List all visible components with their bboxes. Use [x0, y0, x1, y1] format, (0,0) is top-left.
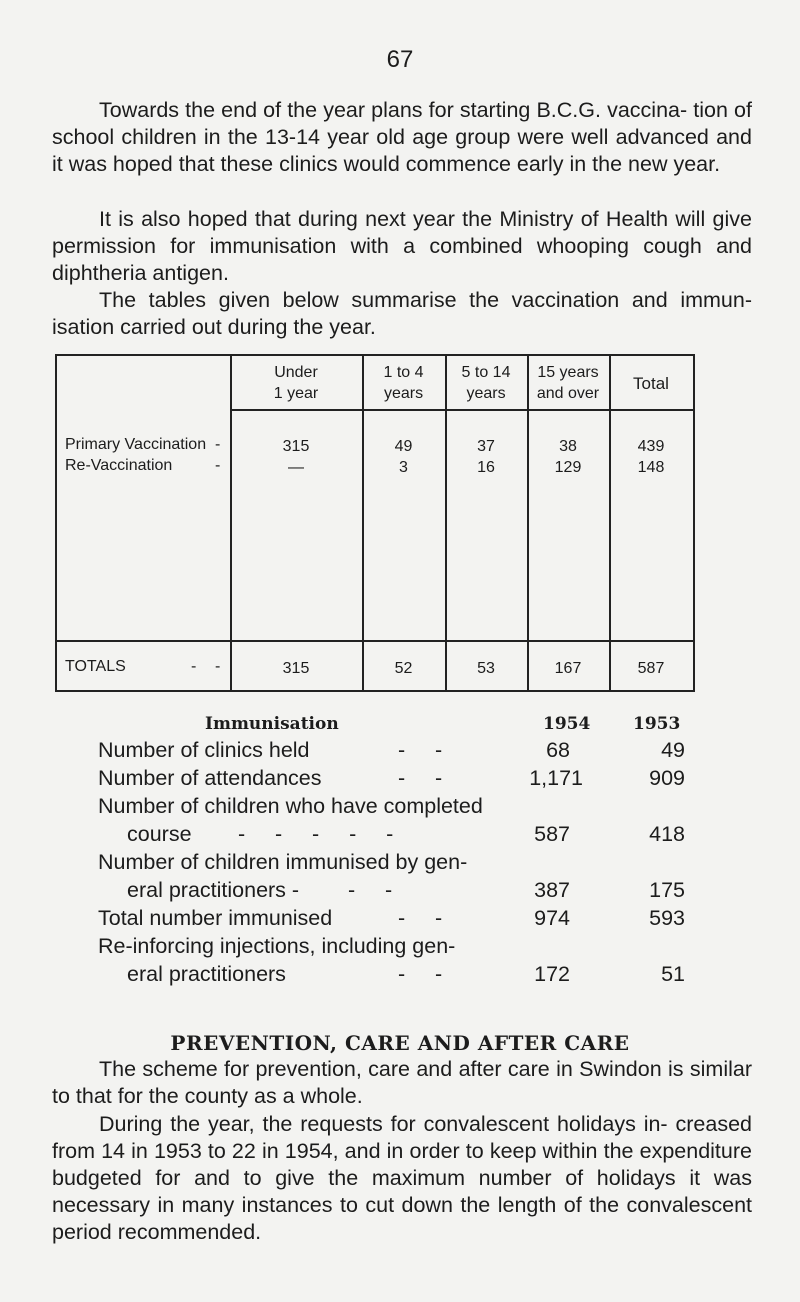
section-paragraph-1: The scheme for prevention, care and after care in Swindon is similar to that for the county as a whole. [52, 1057, 752, 1108]
table-rule [693, 354, 695, 692]
table-rule [55, 354, 57, 692]
immunisation-row-cont: course [127, 822, 192, 846]
section-title: PREVENTION, CARE AND AFTER CARE [170, 1031, 630, 1055]
value-1953: 49 [661, 738, 685, 762]
page-number: 67 [386, 46, 414, 73]
value-1953: 909 [649, 766, 685, 790]
table-cell: 129 [554, 459, 582, 476]
immunisation-row-cont: eral practitioners [127, 962, 286, 986]
table-rule [230, 354, 232, 692]
value-1953: 51 [661, 962, 685, 986]
table-rule [527, 354, 529, 692]
section-paragraph-2: During the year, the requests for convalescent holidays in- creased from 14 in 1953 to 22 in 1954, and in order to keep within the expenditure budgeted for and to give the maximum number of holidays it was necessary in many instances to cut down the length of the convalescent period recommended. [52, 1112, 752, 1244]
col-header-15-and-over: 15 years and over [536, 364, 600, 402]
vaccination-table [55, 354, 695, 692]
value-1953: 593 [649, 906, 685, 930]
value-1953: 418 [649, 822, 685, 846]
table-cell: 439 [637, 438, 665, 455]
table-rule [55, 640, 695, 642]
immunisation-row: Number of clinics held [98, 738, 310, 762]
immunisation-row: Number of attendances [98, 766, 322, 790]
table-rule [230, 409, 695, 411]
immunisation-row-cont: eral practitioners - [127, 878, 300, 902]
table-rule [609, 354, 611, 692]
leader-dots: - - [398, 962, 443, 986]
leader-dots: - - - - - [238, 822, 394, 846]
row-label-primary: Primary Vaccination [65, 436, 207, 453]
intro-paragraph-3: The tables given below summarise the vaccination and immun- isation carried out during the year. [52, 288, 752, 339]
immunisation-row: Re-inforcing injections, including gen- [98, 934, 456, 958]
table-cell: 315 [282, 438, 310, 455]
table-cell: 38 [559, 438, 577, 455]
value-1954: 172 [534, 962, 570, 986]
table-rule [362, 354, 364, 692]
value-1954: 974 [534, 906, 570, 930]
table-cell: 148 [637, 459, 665, 476]
table-cell: 49 [394, 438, 413, 455]
year-header-1954: 1954 [543, 714, 591, 734]
leader-dots: - - [348, 878, 393, 902]
leader-dash: - [215, 658, 221, 675]
table-cell: 16 [477, 459, 495, 476]
col-header-1-to-4: 1 to 4 years [383, 364, 424, 402]
leader-dots: - - [398, 906, 443, 930]
leader-dash: - [215, 436, 221, 453]
col-header-under-1: Under 1 year [273, 364, 319, 402]
table-rule [55, 354, 695, 356]
year-header-1953: 1953 [633, 714, 681, 734]
table-cell: 315 [282, 660, 310, 677]
leader-dots: - - [398, 766, 443, 790]
col-header-5-to-14: 5 to 14 years [461, 364, 511, 402]
value-1954: 587 [534, 822, 570, 846]
table-cell: — [288, 459, 304, 476]
table-cell: 167 [554, 660, 582, 677]
table-rule [445, 354, 447, 692]
table-cell: 587 [637, 660, 665, 677]
table-cell: 53 [477, 660, 495, 677]
leader-dots: - - [398, 738, 443, 762]
intro-paragraph-1: Towards the end of the year plans for starting B.C.G. vaccina- tion of school children in the 13-14 year old age group were well advanced and it was hoped that these clinics would commence early in the new year. [52, 98, 752, 176]
immunisation-row: Number of children immunised by gen- [98, 850, 468, 874]
value-1954: 68 [546, 738, 570, 762]
value-1953: 175 [649, 878, 685, 902]
col-header-total: Total [633, 374, 669, 393]
leader-dash: - [191, 658, 197, 675]
leader-dash: - [215, 457, 221, 474]
intro-paragraph-2: It is also hoped that during next year the Ministry of Health will give permission for immunisation with a combined whooping cough and diphtheria antigen. [52, 207, 752, 285]
row-label-totals: TOTALS [65, 658, 126, 675]
table-rule [55, 690, 695, 692]
value-1954: 1,171 [529, 766, 583, 790]
immunisation-row: Number of children who have completed [98, 794, 483, 818]
table-cell: 52 [394, 660, 413, 677]
immunisation-title: Immunisation [205, 714, 339, 734]
table-cell: 37 [477, 438, 495, 455]
row-label-revaccination: Re-Vaccination [65, 457, 173, 474]
table-cell: 3 [399, 459, 408, 476]
section-paragraph-3: It was found that in some cases those recommended for a [52, 1248, 78, 1249]
immunisation-row: Total number immunised [98, 906, 333, 930]
value-1954: 387 [534, 878, 570, 902]
